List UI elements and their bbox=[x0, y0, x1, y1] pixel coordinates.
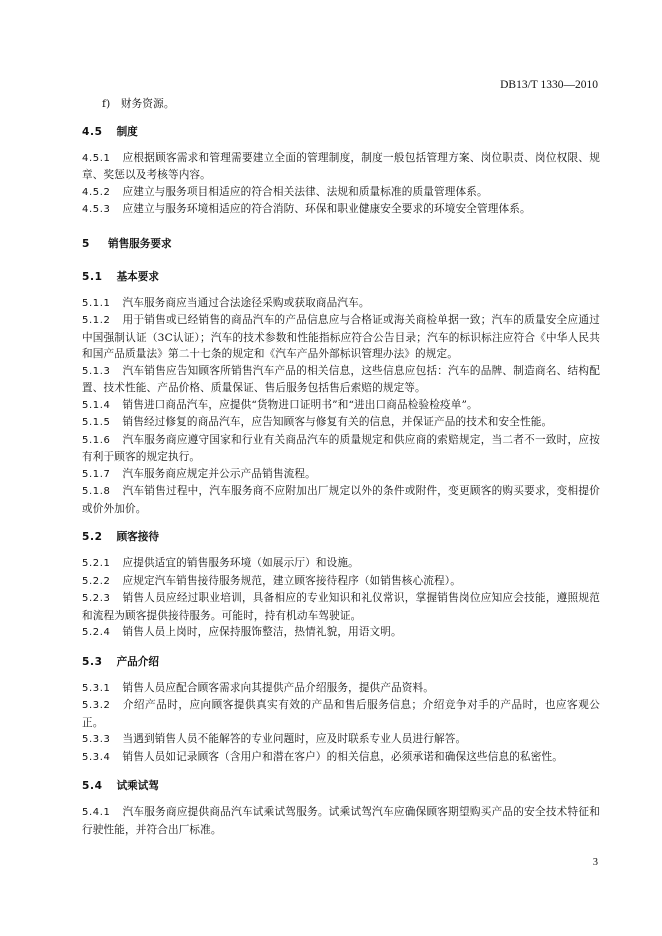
clause-5-1-2: 5.1.2 用于销售或已经销售的商品汽车的产品信息应与合格证或海关商检单据一致；汽车的质量安全应通过中国强制认证（3C认证）；汽车的技术参数和性能指标应符合公告目录；汽车的标识标注应符合《中华人民共和国产品质量法》第二十七条的规定和《汽车产品外部标识管理办法》的规定。 bbox=[82, 314, 600, 360]
clause-5-1-8: 5.1.8 汽车销售过程中，汽车服务商不应附加出厂规定以外的条件或附件，变更顾客的购买要求，变相提价或价外加价。 bbox=[82, 485, 600, 515]
chapter-heading-5: 5 销售服务要求 bbox=[82, 237, 172, 250]
clause-5-4-1: 5.4.1 汽车服务商应提供商品汽车试乘试驾服务。试乘试驾汽车应确保顾客期望购买产品的安全技术特征和行驶性能，并符合出厂标准。 bbox=[82, 806, 600, 836]
clause-5-1-6: 5.1.6 汽车服务商应遵守国家和行业有关商品汽车的质量规定和供应商的索赔规定，当二者不一致时，应按有利于顾客的规定执行。 bbox=[82, 433, 600, 463]
document-code: DB13/T 1330—2010 bbox=[500, 79, 598, 91]
clause-5-1-3: 5.1.3 汽车销售应告知顾客所销售汽车产品的相关信息，这些信息应包括：汽车的品牌、制造商名、结构配置、技术性能、产品价格、质量保证、售后服务包括售后索赔的规定等。 bbox=[82, 364, 600, 394]
clause-5-2-3: 5.2.3 销售人员应经过职业培训，具备相应的专业知识和礼仪常识，掌握销售岗位应知应会技能，遵照规范和流程为顾客提供接待服务。可能时，持有机动车驾驶证。 bbox=[82, 592, 600, 622]
clause-5-3-3: 5.3.3 当遇到销售人员不能解答的专业问题时，应及时联系专业人员进行解答。 bbox=[82, 733, 467, 745]
clause-5-3-4: 5.3.4 销售人员如记录顾客（含用户和潜在客户）的相关信息，必须承诺和确保这些信息的私密性。 bbox=[82, 750, 563, 763]
section-heading-5-2: 5.2 顾客接待 bbox=[82, 531, 159, 543]
clause-4-5-2: 4.5.2 应建立与服务项目相适应的符合相关法律、法规和质量标准的质量管理体系。 bbox=[82, 185, 488, 198]
section-heading-5-4: 5.4 试乘试驾 bbox=[82, 780, 159, 792]
list-text: 财务资源。 bbox=[120, 98, 175, 110]
list-label: f) bbox=[102, 98, 111, 110]
section-heading-5-3: 5.3 产品介绍 bbox=[82, 655, 159, 668]
clause-4-5-1: 4.5.1 应根据顾客需求和管理需要建立全面的管理制度，制度一般包括管理方案、岗位职责、岗位权限、规章、奖惩以及考核等内容。 bbox=[82, 151, 600, 181]
clause-5-1-7: 5.1.7 汽车服务商应规定并公示产品销售流程。 bbox=[82, 467, 316, 480]
page-number: 3 bbox=[592, 857, 598, 868]
clause-5-2-4: 5.2.4 销售人员上岗时，应保持服饰整洁，热情礼貌，用语文明。 bbox=[82, 626, 402, 638]
clause-4-5-3: 4.5.3 应建立与服务环境相适应的符合消防、环保和职业健康安全要求的环境安全管理体系。 bbox=[82, 203, 531, 215]
clause-5-1-4: 5.1.4 销售进口商品汽车，应提供“货物进口证明书”和“进出口商品检验检疫单”。 bbox=[82, 398, 478, 411]
page-body bbox=[82, 96, 600, 838]
clause-5-3-2: 5.3.2 介绍产品时，应向顾客提供真实有效的产品和售后服务信息；介绍竞争对手的产品时，也应客观公正。 bbox=[82, 699, 600, 729]
section-heading-5-1: 5.1 基本要求 bbox=[82, 270, 159, 283]
list-item-f bbox=[82, 96, 600, 113]
clause-5-2-1: 5.2.1 应提供适宜的销售服务环境（如展示厅）和设施。 bbox=[82, 557, 359, 569]
clause-5-1-5: 5.1.5 销售经过修复的商品汽车，应告知顾客与修复有关的信息，并保证产品的技术和安全性能。 bbox=[82, 416, 553, 428]
clause-5-3-1: 5.3.1 销售人员应配合顾客需求向其提供产品介绍服务，提供产品资料。 bbox=[82, 681, 435, 694]
clause-5-1-1: 5.1.1 汽车服务商应当通过合法途径采购或获取商品汽车。 bbox=[82, 296, 370, 309]
clause-5-2-2: 5.2.2 应规定汽车销售接待服务规范，建立顾客接待程序（如销售核心流程）。 bbox=[82, 574, 461, 587]
section-heading-4-5: 4.5 制度 bbox=[82, 125, 138, 138]
